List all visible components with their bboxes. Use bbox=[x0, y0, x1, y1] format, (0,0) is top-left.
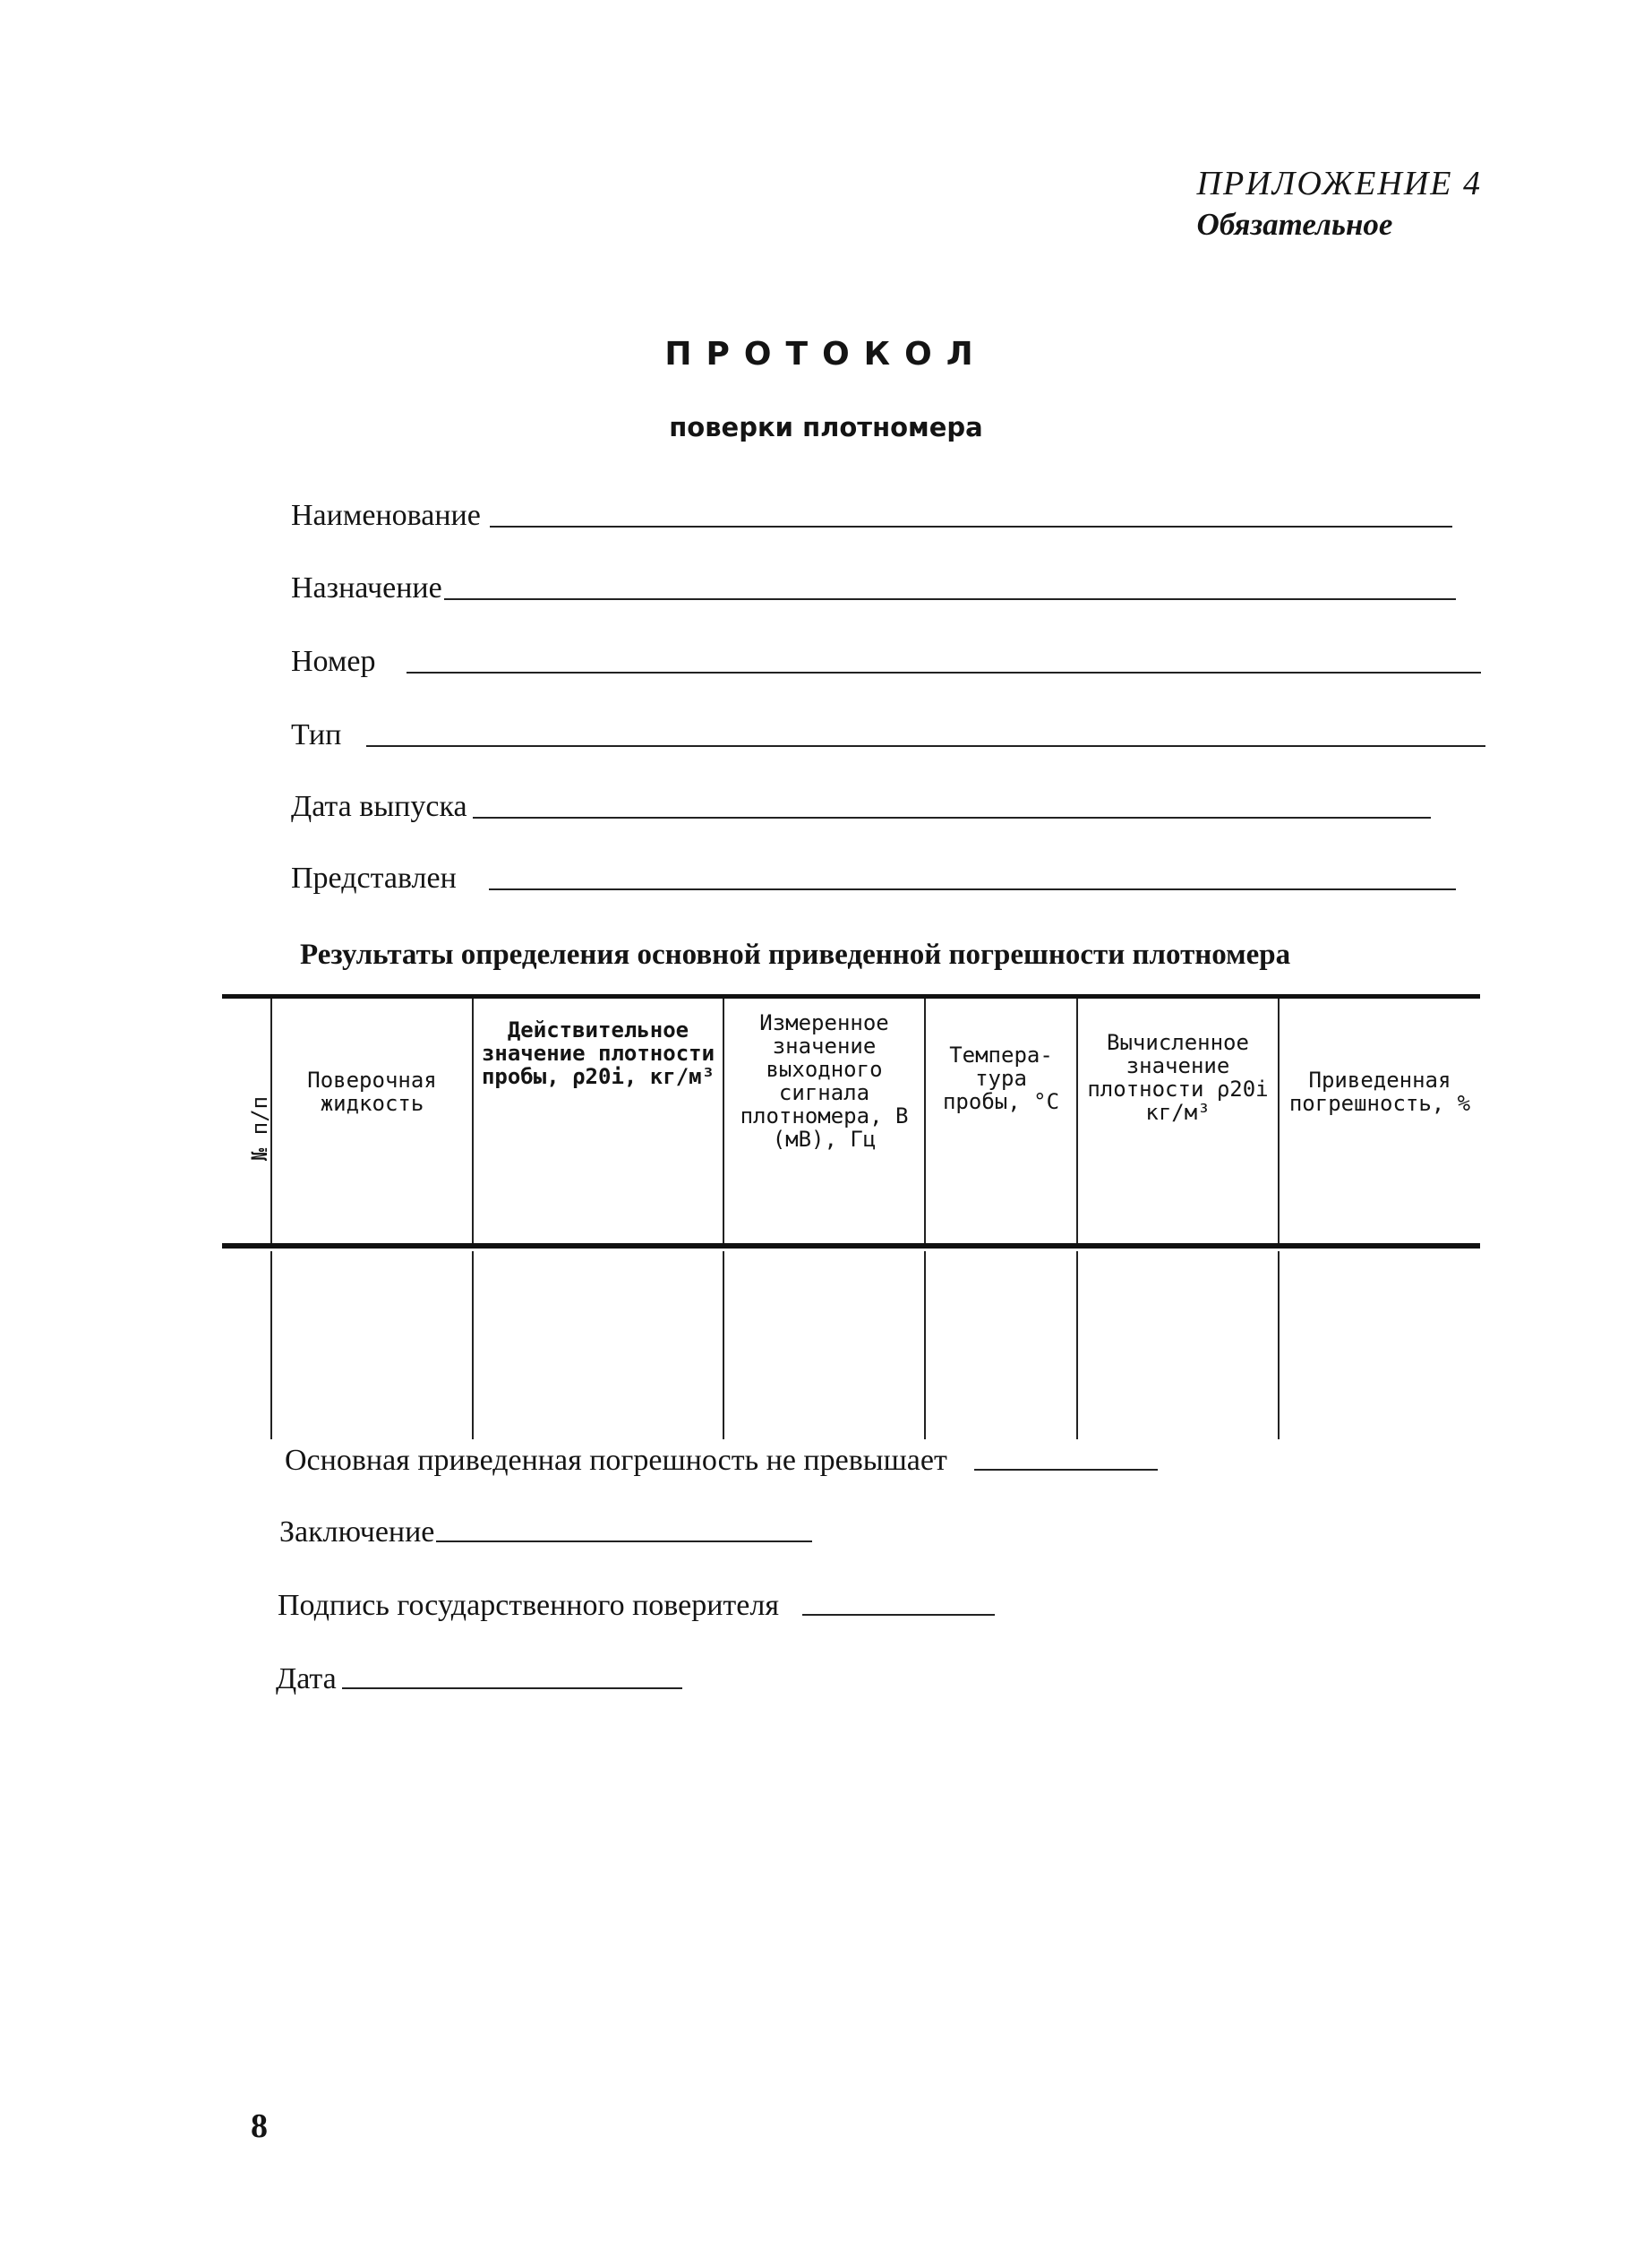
header-reduced-error: Приведенная погрешность, % bbox=[1279, 999, 1480, 1245]
field-type-line[interactable] bbox=[366, 745, 1485, 747]
header-item-number: № п/п bbox=[247, 1095, 273, 1162]
footer-signature-line[interactable] bbox=[802, 1614, 995, 1616]
footer-error-field bbox=[285, 1444, 1158, 1478]
field-name-label: Наименование bbox=[291, 499, 481, 532]
footer-signature-field bbox=[278, 1589, 995, 1623]
appendix-status: Обязательное bbox=[1196, 207, 1393, 242]
cell-test-liquid[interactable] bbox=[271, 1251, 473, 1439]
cell-item-number[interactable] bbox=[222, 1251, 271, 1439]
field-release-date-line[interactable] bbox=[473, 817, 1431, 819]
field-submitted-label: Представлен bbox=[291, 862, 457, 895]
field-number-line[interactable] bbox=[407, 672, 1481, 674]
appendix-heading bbox=[1197, 164, 1482, 243]
header-temperature: Темпера-тура пробы, °С bbox=[925, 999, 1077, 1245]
document-title: ПРОТОКОЛ bbox=[664, 336, 988, 373]
results-table bbox=[222, 994, 1480, 1439]
field-number-label: Номер bbox=[291, 645, 376, 678]
appendix-number: ПРИЛОЖЕНИЕ 4 bbox=[1196, 165, 1482, 202]
field-name-line[interactable] bbox=[490, 526, 1452, 528]
cell-calculated-density[interactable] bbox=[1077, 1251, 1279, 1439]
footer-conclusion-label: Заключение bbox=[279, 1515, 435, 1549]
field-release-date-label: Дата выпуска bbox=[291, 790, 467, 823]
cell-reduced-error[interactable] bbox=[1279, 1251, 1480, 1439]
field-number bbox=[291, 634, 1481, 679]
header-calculated-density: Вычисленное значение плотности ρ20i кг/м³ bbox=[1077, 999, 1279, 1245]
results-table-wrap bbox=[222, 994, 1480, 1439]
field-submitted bbox=[291, 851, 1456, 896]
field-submitted-line[interactable] bbox=[489, 888, 1456, 890]
field-purpose bbox=[291, 561, 1456, 605]
header-actual-density: Действительное значение плотности пробы, ρ20i, кг/м³ bbox=[473, 999, 723, 1245]
page-number: 8 bbox=[251, 2107, 268, 2145]
footer-signature-label: Подпись государственного поверителя bbox=[278, 1589, 779, 1622]
footer-conclusion-field bbox=[279, 1515, 812, 1549]
field-purpose-line[interactable] bbox=[444, 598, 1456, 600]
footer-conclusion-line[interactable] bbox=[436, 1540, 812, 1542]
results-title: Результаты определения основной приведенной погрешности плотномера bbox=[300, 939, 1291, 971]
footer-error-label: Основная приведенная погрешность не превышает bbox=[285, 1444, 947, 1477]
header-test-liquid: Поверочная жидкость bbox=[271, 999, 473, 1245]
footer-error-line[interactable] bbox=[974, 1469, 1158, 1471]
document-subtitle: поверки плотномера bbox=[669, 412, 983, 442]
footer-date-label: Дата bbox=[276, 1662, 337, 1695]
footer-date-field bbox=[276, 1662, 682, 1696]
field-purpose-label: Назначение bbox=[291, 571, 442, 605]
table-header-row bbox=[222, 999, 1480, 1245]
header-measured-signal: Измеренное значение выходного сигнала плотномера, В (мВ), Гц bbox=[723, 999, 925, 1245]
cell-measured-signal[interactable] bbox=[723, 1251, 925, 1439]
field-type-label: Тип bbox=[291, 718, 342, 751]
field-release-date bbox=[291, 779, 1431, 824]
cell-temperature[interactable] bbox=[925, 1251, 1077, 1439]
cell-actual-density[interactable] bbox=[473, 1251, 723, 1439]
field-name bbox=[291, 488, 1452, 533]
field-type bbox=[291, 708, 1485, 752]
footer-date-line[interactable] bbox=[342, 1687, 682, 1689]
table-row bbox=[222, 1251, 1480, 1439]
